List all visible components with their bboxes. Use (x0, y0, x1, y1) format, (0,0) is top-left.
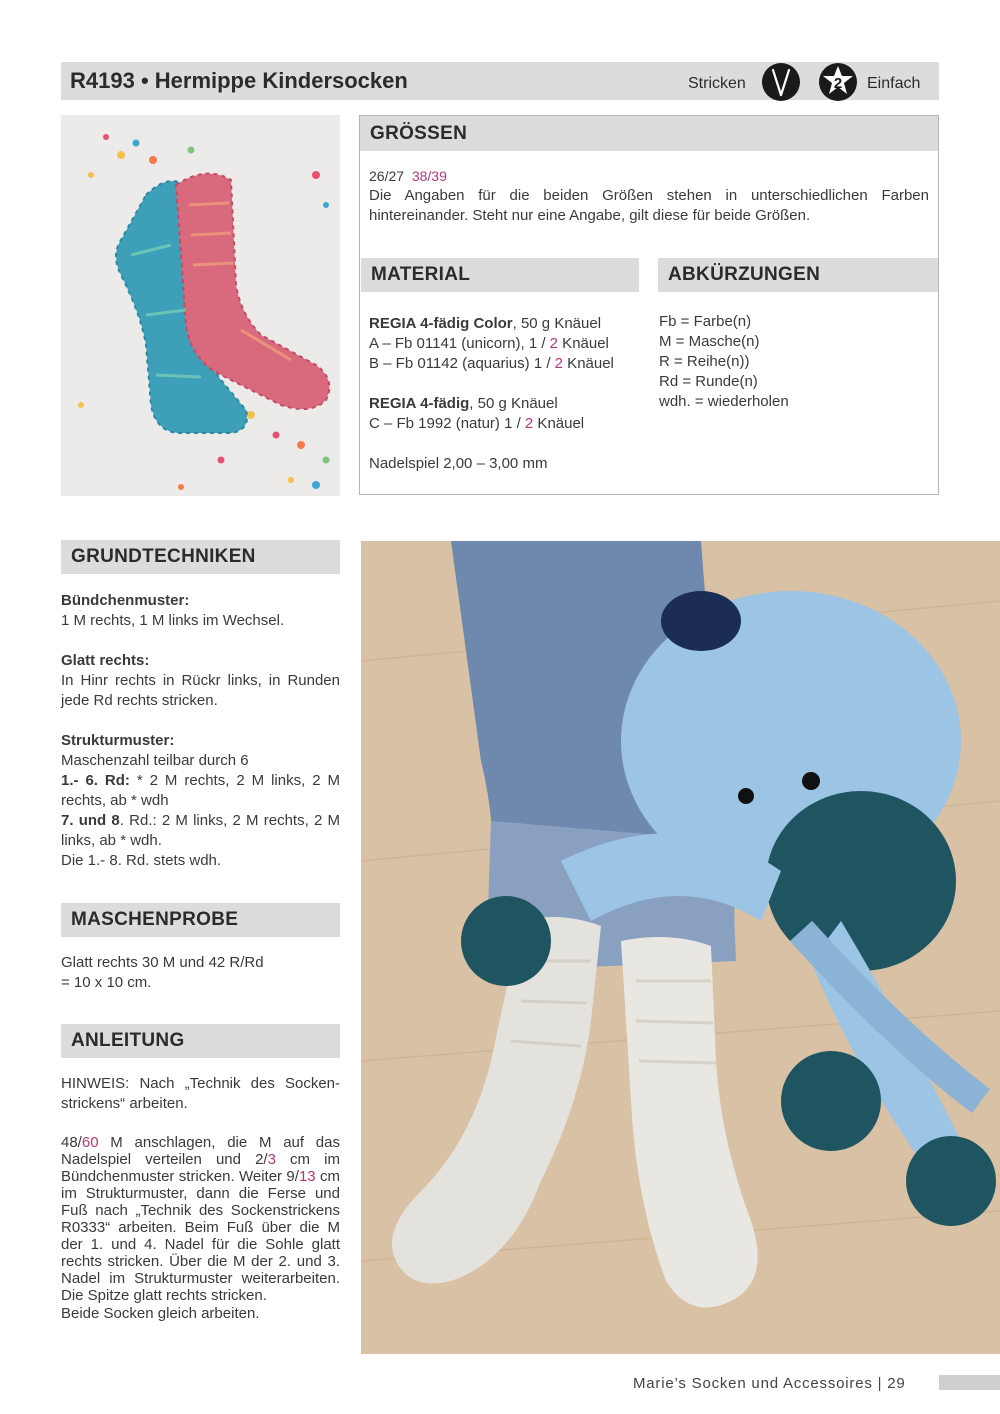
section-heading-abkuerzungen: ABKÜRZUNGEN (658, 258, 938, 292)
section-heading-maschenprobe: MASCHENPROBE (61, 903, 340, 937)
difficulty-star-icon (818, 62, 858, 102)
yarn2-name: REGIA 4-fädig (369, 395, 470, 412)
technique-title: Strukturmuster: (61, 732, 175, 749)
sizes-line (369, 166, 447, 186)
abbreviation-item: Fb = Farbe(n) (659, 313, 752, 330)
hinweis: HINWEIS: Nach „Technik des Socken-strickens“ arbeiten. (61, 1075, 340, 1112)
maschenprobe-text: Glatt rechts 30 M und 42 R/Rd = 10 x 10 cm. (61, 954, 264, 991)
footer-bar (939, 1375, 1000, 1390)
abbreviation-item: M = Masche(n) (659, 333, 760, 350)
size-large: 38/39 (411, 168, 447, 184)
abbreviations-list (659, 312, 929, 412)
difficulty-level: 2 (833, 75, 843, 92)
yarn1-line: REGIA 4-fädig Color, 50 g Knäuel (369, 315, 602, 332)
needles-line: Nadelspiel 2,00 – 3,00 mm (369, 455, 548, 472)
title-bar (61, 62, 939, 100)
yarn-b-line: B – Fb 01142 (aquarius) 1 / 2 Knäuel (369, 355, 614, 372)
grundtechniken-text: Bündchenmuster: 1 M rechts, 1 M links im Wechsel. Glatt rechts: In Hinr rechts in Rückr links, in Runden jede Rd rechts stricken. Strukturmuster: Maschenzahl teilbar durch 6 1.- 6. Rd: * 2 M rechts, 2 M links, 2 M rechts, ab * wdh 7. und 8. Rd.: 2 M links, 2 M rechts, 2 M links, ab * wdh. Die 1.- 8. Rd. stets wdh. (61, 592, 340, 869)
yarn2-line: REGIA 4-fädig, 50 g Knäuel (369, 395, 558, 412)
socks-photo (61, 115, 340, 496)
yarn1-name: REGIA 4-fädig Color (369, 315, 513, 332)
sizes-description: Die Angaben für die beiden Größen stehen in unterschiedlichen Farben hintereinander. Steht nur eine Angabe, gilt diese für beide Größen. (369, 187, 929, 224)
abbreviation-item: Rd = Runde(n) (659, 373, 758, 390)
technique-title: Glatt rechts: (61, 652, 150, 669)
instructions-final: Beide Socken gleich arbeiten. (61, 1305, 260, 1322)
craft-label: Stricken (688, 75, 746, 92)
page-footer: Marie’s Socken und Accessoires | 29 (633, 1375, 906, 1392)
knitting-needles-icon (761, 62, 801, 102)
technique-title: Bündchenmuster: (61, 592, 190, 609)
section-heading-anleitung: ANLEITUNG (61, 1024, 340, 1058)
yarn-c-line: C – Fb 1992 (natur) 1 / 2 Knäuel (369, 415, 585, 432)
size-small: 26/27 (369, 168, 405, 184)
anleitung-text (61, 1074, 340, 1324)
abbreviation-item: wdh. = wiederholen (659, 393, 789, 410)
difficulty-label: Einfach (867, 75, 921, 92)
yarn-a-line: A – Fb 01141 (unicorn), 1 / 2 Knäuel (369, 335, 609, 352)
kids-photo (361, 541, 1000, 1354)
section-heading-grundtechniken: GRUNDTECHNIKEN (61, 540, 340, 574)
abbreviation-item: R = Reihe(n)) (659, 353, 750, 370)
section-heading-groessen: GRÖSSEN (360, 116, 938, 151)
page-title: R4193 • Hermippe Kindersocken (70, 68, 408, 93)
section-heading-material: MATERIAL (361, 258, 639, 292)
instructions-paragraph: 48/60 M anschlagen, die M auf das Nadelspiel verteilen und 2/3 cm im Bündchenmuster stricken. Weiter 9/13 cm im Strukturmuster, dann die Ferse und Fuß nach „Technik des Sockenstrickens R0333“ arbeiten. Beim Fuß über die M der 1. und 4. Nadel für die Sohle glatt rechts stricken. Über die M der 2. und 3. Nadel im Strukturmuster weiterarbeiten. Die Spitze glatt rechts stricken. (61, 1134, 340, 1304)
material-list (369, 314, 649, 474)
